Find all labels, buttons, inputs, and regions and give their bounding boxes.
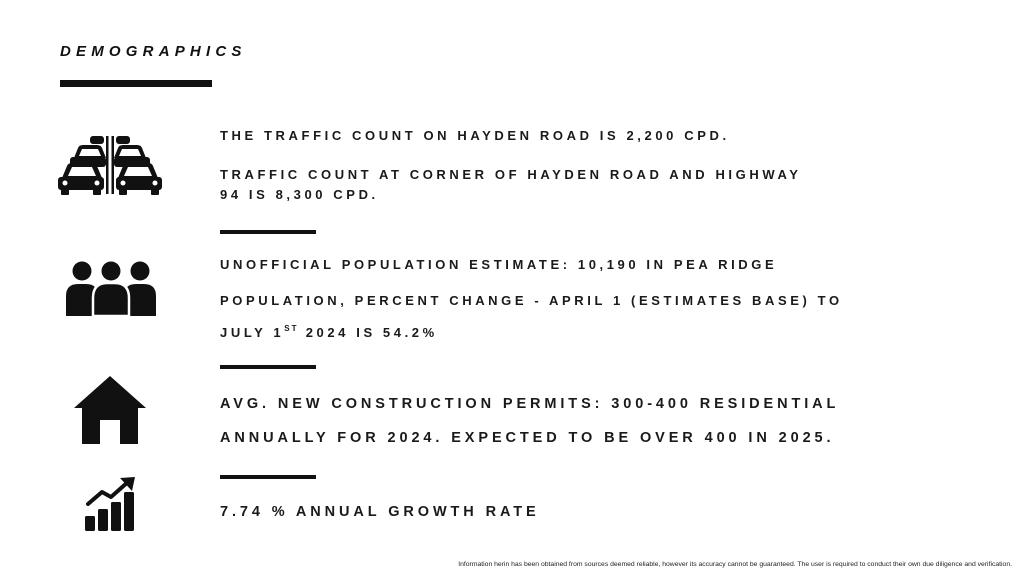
population-estimate: UNOFFICIAL POPULATION ESTIMATE: 10,190 IN PEA RIDGE xyxy=(220,257,778,272)
annual-growth-rate: 7.74 % ANNUAL GROWTH RATE xyxy=(220,504,540,520)
population-change-line-2 xyxy=(220,324,438,340)
section-divider xyxy=(220,230,316,234)
title-underline xyxy=(60,80,212,87)
population-date-prefix: JULY 1 xyxy=(220,325,285,340)
traffic-corner-line-2: 94 IS 8,300 CPD. xyxy=(220,187,379,202)
population-date-suffix: 2024 IS 54.2% xyxy=(298,325,438,340)
construction-permits-line-1: AVG. NEW CONSTRUCTION PERMITS: 300-400 RESIDENTIAL xyxy=(220,396,840,412)
page-title: DEMOGRAPHICS xyxy=(60,43,247,60)
section-divider xyxy=(220,475,316,479)
house-icon xyxy=(72,374,148,446)
people-group-icon xyxy=(64,260,158,318)
traffic-corner-line-1: TRAFFIC COUNT AT CORNER OF HAYDEN ROAD AND HIGHWAY xyxy=(220,167,802,182)
disclaimer-footer: Information herin has been obtained from sources deemed reliable, however its accuracy cannot be guaranteed. The user is required to conduct their own due diligence and verification. xyxy=(458,561,1012,568)
growth-chart-icon xyxy=(82,476,140,534)
construction-permits-line-2: ANNUALLY FOR 2024. EXPECTED TO BE OVER 400 IN 2025. xyxy=(220,430,835,446)
population-date-superscript: ST xyxy=(284,324,299,333)
traffic-cars-icon xyxy=(56,134,164,196)
population-change-line-1: POPULATION, PERCENT CHANGE - APRIL 1 (ESTIMATES BASE) TO xyxy=(220,293,843,308)
traffic-hayden-road: THE TRAFFIC COUNT ON HAYDEN ROAD IS 2,200 CPD. xyxy=(220,128,730,143)
section-divider xyxy=(220,365,316,369)
